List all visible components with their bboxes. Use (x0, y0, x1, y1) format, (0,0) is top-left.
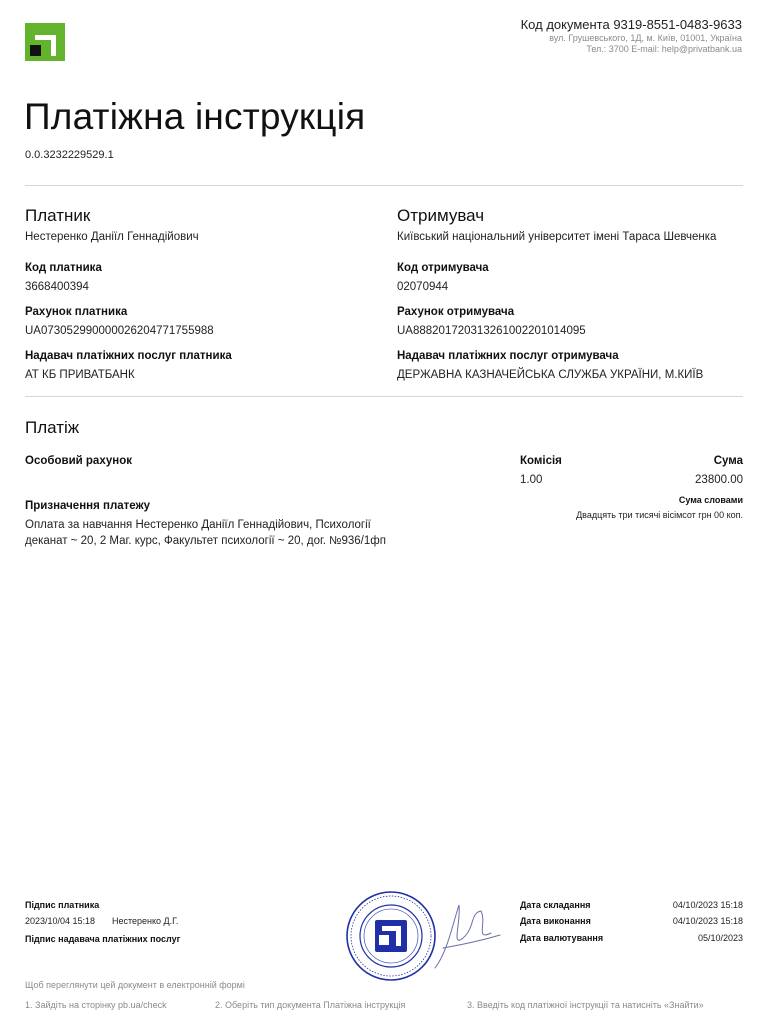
recipient-name: Київський національний університет імені Тараса Шевченка (397, 231, 717, 243)
purpose-text: Оплата за навчання Нестеренко Даніїл Геннадійович, Психології деканат ~ 20, 2 Маг. курс, Факультет психології ~ 20, дог. №936/1фп (25, 519, 386, 547)
payer-code-label: Код платника (25, 262, 102, 274)
sum-label: Сума (713, 455, 743, 467)
bank-address: вул. Грушевського, 1Д, м. Київ, 01001, Україна (549, 33, 742, 43)
payer-account: UA073052990000026204771755988 (25, 325, 214, 337)
sum-value: 23800.00 (695, 474, 743, 486)
header-info (521, 17, 742, 55)
purpose-label: Призначення платежу (25, 500, 151, 512)
recipient-code: 02070944 (397, 281, 449, 293)
payer-signature-name: Нестеренко Д.Г. (112, 916, 179, 926)
bank-contacts: Тел.: 3700 E-mail: help@privatbank.ua (586, 44, 742, 54)
sum-words: Двадцять три тисячі вісімсот грн 00 коп. (576, 510, 743, 520)
footer-step-3: 3. Введіть код платіжної інструкції та натисніть «Знайти» (467, 1000, 704, 1010)
footer-step-1: 1. Зайдіть на сторінку pb.ua/check (25, 1000, 167, 1010)
recipient-account: UA888201720313261002201014095 (397, 325, 586, 337)
recipient-provider: ДЕРЖАВНА КАЗНАЧЕЙСЬКА СЛУЖБА УКРАЇНИ, М.КИЇВ (397, 369, 704, 381)
recipient-heading: Отримувач (397, 206, 485, 225)
divider (25, 185, 743, 186)
executed-date-label: Дата виконання (520, 916, 591, 926)
commission-value: 1.00 (520, 474, 543, 486)
footer-step-2: 2. Оберіть тип документа Платіжна інструкція (215, 1000, 406, 1010)
recipient-provider-label: Надавач платіжних послуг отримувача (397, 350, 619, 362)
created-date-label: Дата складання (520, 900, 591, 910)
payer-provider-label: Надавач платіжних послуг платника (25, 350, 232, 362)
payer-signature-date: 2023/10/04 15:18 (25, 916, 96, 926)
payer-name: Нестеренко Даніїл Геннадійович (25, 231, 199, 243)
created-date: 04/10/2023 15:18 (672, 900, 743, 910)
recipient-code-label: Код отримувача (397, 262, 489, 274)
provider-signature-label: Підпис надавача платіжних послуг (25, 934, 181, 944)
footer-intro: Щоб переглянути цей документ в електронній формі (25, 980, 245, 990)
privatbank-logo (25, 23, 65, 61)
page-title: Платіжна інструкція (24, 96, 366, 137)
commission-label: Комісія (520, 455, 562, 467)
payer-heading: Платник (25, 206, 91, 225)
personal-account-label: Особовий рахунок (25, 455, 132, 467)
value-date-label: Дата валютування (520, 933, 604, 943)
document-code: Код документа 9319-8551-0483-9633 (520, 17, 742, 32)
value-date: 05/10/2023 (697, 933, 743, 943)
payment-heading: Платіж (25, 418, 80, 437)
divider (25, 396, 743, 397)
handwritten-signature (425, 893, 505, 978)
recipient-account-label: Рахунок отримувача (397, 306, 515, 318)
payer-signature-label: Підпис платника (25, 900, 100, 910)
payer-provider: АТ КБ ПРИВАТБАНК (25, 369, 135, 381)
sum-words-label: Сума словами (678, 495, 743, 505)
bank-stamp-icon (345, 890, 437, 982)
document-number: 0.0.3232229529.1 (25, 149, 114, 161)
executed-date: 04/10/2023 15:18 (672, 916, 743, 926)
payer-account-label: Рахунок платника (25, 306, 128, 318)
payer-code: 3668400394 (25, 281, 89, 293)
